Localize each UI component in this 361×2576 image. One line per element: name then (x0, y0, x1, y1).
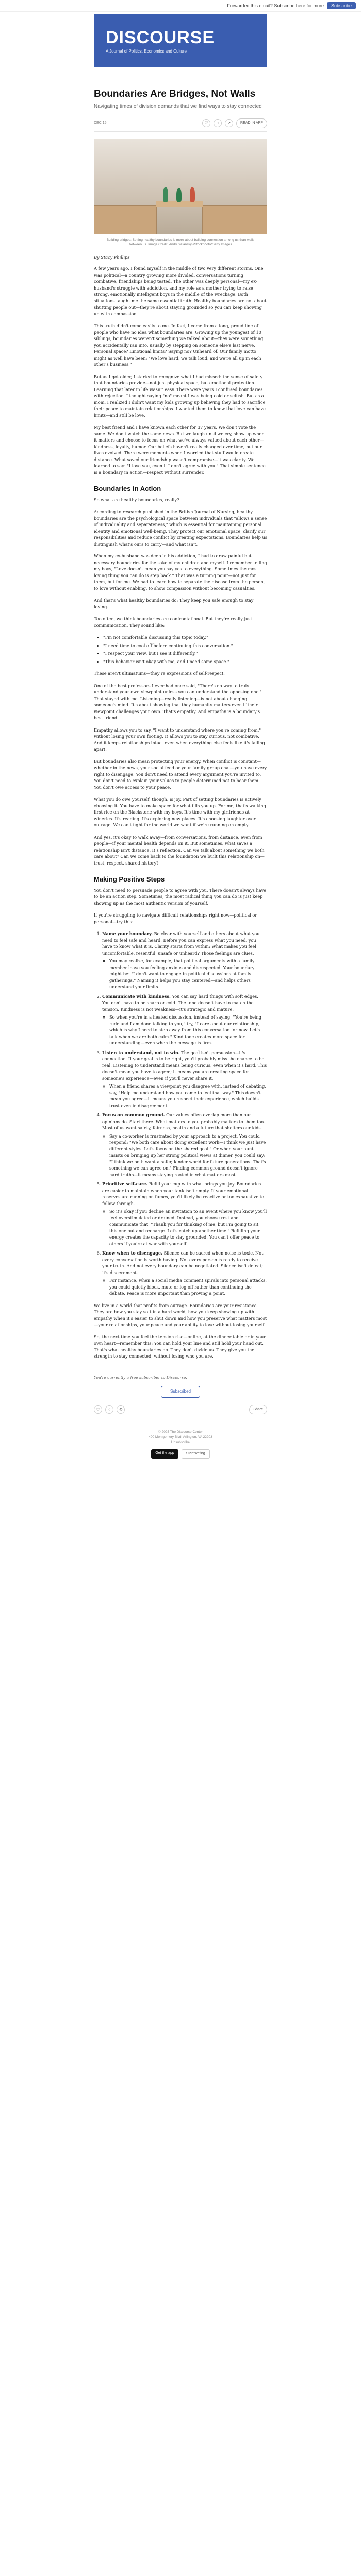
step-example: ◦ For instance, when a social media comment spirals into personal attacks, you could quietly block, mute or log off rather than continuing the debate. Peace is more important than proving a point. (109, 1277, 267, 1297)
body-paragraph: According to research published in the British Journal of Nursing, healthy boundaries are the psychological space between individuals that "allows a sense of individuality and separateness," which is essential for maintaining personal identity and emotional well-being. They protect our emotional space, clarify our responsibilities and reduce conflict by creating expectations. Boundaries help us distinguish what's ours to carry—and what isn't. (94, 509, 267, 547)
start-writing-button[interactable]: Start writing (182, 1449, 210, 1459)
article-actions (202, 118, 267, 128)
body-paragraph: These aren't ultimatums—they're expressions of self-respect. (94, 671, 225, 676)
footer-app-row (94, 1449, 267, 1459)
step-item (102, 1250, 267, 1297)
step-text: Silence can be sacred when noise is toxic. Not every conversation is worth having. Not every person is ready to receive your truth. And not every boundary can be negotiated. Silence isn't defeat; it's discernment. (102, 1250, 264, 1275)
step-example: ◦ You may realize, for example, that political arguments with a family member leave you feeling anxious and disrespected. Your boundary might be: "I don't want to engage in political discussions at family gatherings." Naming it helps you stay centered—and helps others understand your limits. (109, 958, 267, 990)
intro-paragraph: But as I got older, I started to recognize what I had missed: the sense of safety that boundaries provide—not just physical space, but emotional protection. Learning that later in life wasn't easy. There were years I confused boundaries with rejection. I thought saying "no" meant I was being cold or selfish. But as a mom, I realized I didn't want my kids growing up believing they had to sacrifice their peace to maintain relationships. I wanted them to know that love can have limits—and still be love. (94, 374, 266, 418)
quote-item: • "This behavior isn't okay with me, and I need some space." (103, 658, 267, 665)
body-paragraph: Empathy allows you to say, "I want to understand where you're coming from," without losing your own footing. It allows you to stay curious, not combative. And it keeps relationships intact even when everything else feels like it's falling apart. (94, 727, 265, 752)
body-paragraph: But boundaries also mean protecting your energy. When conflict is constant—whether in the news, your social feed or your family group chat—you have every right to disengage. You don't need to attend every argument you're invited to. You don't need to explain your values to people determined not to hear them. You don't owe access to your peace. (94, 758, 267, 790)
engagement-actions (94, 1405, 125, 1414)
body-paragraph: You don't need to persuade people to agree with you. There doesn't always have to be an action step. Sometimes, the most radical thing you can do is just keep showing up as the most authentic version of yourself. (94, 887, 267, 906)
like-icon[interactable]: ♡ (202, 119, 210, 127)
article (94, 88, 267, 1459)
steps-list (94, 930, 267, 1297)
step-text: Refill your cup with what brings you joy. Boundaries are easier to maintain when your tank isn't empty. If your emotional reserves are running on fumes, you'll likely be reactive or too exhaustive to follow through. (102, 1181, 265, 1206)
unsubscribe-link[interactable]: Unsubscribe (171, 1440, 190, 1444)
body-paragraph: What you do owe yourself, though, is joy. Part of setting boundaries is actively choosing it. You have to make space for what fills you up. For me, that's walking first rice on the Blackstone with my boys. It's time with my girlfriends at wineries. It's reading. It's exploring new places. It's choosing laughter over outrage. We can't fight for the world we want if we're running on empty. (94, 796, 266, 827)
read-in-app-button[interactable]: READ IN APP (236, 118, 267, 128)
body-paragraph: And that's what healthy boundaries do: They keep you safe enough to stay loving. (94, 598, 254, 609)
intro-paragraph: This truth didn't come easily to me. In fact, I come from a long, proud line of people who have no idea what boundaries are. Growing up the youngest of 10 siblings, boundaries weren't something we talked about—they were something you accidentally ran into, usually by stepping on someone else's last nerve. Personal space? Emotional limits? Saying no? Unheard of. Our family motto might as well have been: "We love hard, we talk loud, and we're all up in each other's business." (94, 323, 264, 367)
section-heading: Boundaries in Action (94, 485, 161, 493)
step-item (102, 930, 267, 990)
forward-text: Forwarded this email? Subscribe here for more (227, 3, 324, 8)
section-heading: Making Positive Steps (94, 875, 165, 883)
get-app-button[interactable]: Get the app (151, 1449, 178, 1459)
step-text: The goal isn't persuasion—it's connection. If your goal is to be right, you'll probably miss the chance to be real. Listening to understand means being curious, even when it's hard. This doesn't mean you have to agree; it means you are creating space for someone's experience—even if you'll never share it. (102, 1049, 267, 1081)
step-title: Name your boundary. (102, 931, 153, 936)
step-example: ◦ When a friend shares a viewpoint you disagree with, instead of debating, say, "Help me understand how you came to feel that way." This doesn't mean you agree—it means you respect their experience, which builds trust even in disagreement. (109, 1083, 267, 1109)
forward-bar (0, 0, 361, 12)
article-date: DEC 15 (94, 121, 107, 125)
boundary-quotes (94, 634, 267, 665)
body-paragraph: One of the best professors I ever had once said, "There's no way to truly understand your own viewpoint unless you can understand the opposing one." That stayed with me. Listening—really listening—is not about changing someone's mind. It's about showing that they humanity matters even if their viewpoint challenges your own. That's empathy. And empathy is a boundary's best friend. (94, 683, 262, 720)
share-icon[interactable]: ↗ (225, 119, 233, 127)
publication-tagline: A Journal of Politics, Economics and Culture (106, 49, 187, 54)
image-caption: Building bridges: Setting healthy boundaries is more about building connection among us than walls between us. Image Credit: Andrii Yalanskyi/iStockphoto/Getty Images (106, 238, 255, 246)
body-paragraph: Too often, we think boundaries are confrontational. But they're really just communication. They sound like: (94, 616, 252, 628)
step-item (102, 1112, 267, 1178)
comment-icon[interactable]: ◌ (214, 119, 222, 127)
step-item (102, 1181, 267, 1247)
step-title: Listen to understand, not to win. (102, 1049, 180, 1055)
share-button[interactable]: Share (249, 1405, 267, 1415)
step-example: ◦ So it's okay if you decline an invitation to an event where you know you'll feel overstimulated or drained. Instead, you choose rest and communicate that: "Thank you for thinking of me, but I'm going to sit this one out and recharge. Let's catch up another time." Refilling your energy creates the capacity to stay grounded. You can't offer peace to others if you're at war with yourself. (109, 1208, 267, 1247)
footer-copyright: © 2025 The Discourse Center (158, 1430, 203, 1434)
body-paragraph: We live in a world that profits from outrage. Boundaries are your resistance. They are how you stay soft in a hard world, how you keep showing up with empathy when it's easier to shut down and how you preserve what matters most—your relationships, your peace and your ability to love without losing yourself. (94, 1302, 267, 1327)
step-text: You can say hard things with soft edges. You don't have to be sharp or cold. The tone doesn't have to match the tension. Kindness is not weakness—it's strategic and mature. (102, 993, 258, 1012)
hero-image (94, 139, 267, 234)
intro-paragraph: A few years ago, I found myself in the middle of two very different storms. One was political—a country growing more divided, conversations turning combative, friendships being tested. The other was deeply personal—my ex-husband's struggle with addiction, and my role as a mother trying to raise strong, emotionally intelligent boys in the middle of the wreckage. Both situations taught me the same essential truth: Healthy boundaries are not about shutting people out—they're about staying grounded so you can keep showing up with compassion. (94, 266, 267, 316)
quote-item: • "I'm not comfortable discussing this topic today." (103, 634, 267, 641)
like-icon[interactable]: ♡ (94, 1405, 102, 1414)
body-paragraph: When my ex-husband was deep in his addiction, I had to draw painful but necessary boundaries for the sake of my children and myself. I remember telling my boys, "Love doesn't mean you say yes to everything. Sometimes the most loving thing you can do is step back." That was a turning point—not just for them, but for me. We had to learn how to separate the disease from the person, to love without enabling, to show compassion without becoming casualties. (94, 553, 267, 591)
subscribed-button[interactable]: Subscribed (161, 1386, 200, 1398)
topbar-subscribe-button[interactable]: Subscribe (327, 2, 356, 9)
author-byline: By Stacy Phillips (94, 254, 130, 260)
step-title: Prioritize self-care. (102, 1181, 148, 1187)
step-title: Know when to disengage. (102, 1250, 162, 1256)
intro-paragraph: My best friend and I have known each other for 37 years. We don't vote the same. We don't watch the same news. But we laugh until we cry, show up when it matters and choose to focus on what we've always valued about each other—kindness, loyalty, humor. Our beliefs haven't really changed over time, but our lives evolved. There were moments when I worried that stuff would create distance. What saved our friendship wasn't compromise—it was clarity. We learned to say: "I love you, even if I don't agree with you." That simple sentence is a boundary in action—respect without surrender. (94, 425, 266, 475)
step-title: Focus on common ground. (102, 1112, 165, 1117)
section-question: So what are healthy boundaries, really? (94, 497, 179, 502)
step-text: Be clear with yourself and others about what you need to feel safe and heard. Before you can express what you need, you have to know what it is. Clarity starts from within: What makes you feel uncomfortable, resentful, unsafe or unheard? Those feelings are clues. (102, 931, 260, 956)
step-title: Communicate with kindness. (102, 993, 171, 999)
footer (94, 1430, 267, 1459)
comment-icon[interactable]: ◌ (105, 1405, 113, 1414)
step-item (102, 993, 267, 1046)
subscription-status: You're currently a free subscriber to Discourse. (94, 1375, 187, 1380)
publication-brand: DISCOURSE (106, 28, 215, 47)
engagement-row (94, 1405, 267, 1415)
article-subtitle: Navigating times of division demands that we find ways to stay connected (94, 104, 262, 109)
publication-banner[interactable] (94, 14, 267, 67)
body-paragraph: And yes, it's okay to walk away—from conversations, from distance, even from people—if your mental health depends on it. But sometimes, what saves a relationship isn't distance. It's reflection. Can we talk about something we both care about? Can we come back to the foundation we built this relationship on—trust, respect, shared history? (94, 834, 265, 866)
step-example: ◦ So when you're in a heated discussion, instead of saying, "You're being rude and I am done talking to you," try, "I care about our relationship, which is why I need to step away from this conversation for now. Let's talk when we are both calm." Kind tone creates more space for understanding—even when the message is firm. (109, 1014, 267, 1046)
step-item (102, 1049, 267, 1109)
article-title[interactable]: Boundaries Are Bridges, Not Walls (94, 89, 256, 99)
step-text: Our values often overlap more than our opinions do. Start there. What matters to you probably matters to them too. Most of us want safety, fairness, health and a future that shelters our kids. (102, 1112, 265, 1130)
step-example: ◦ Say a co-worker is frustrated by your approach to a project. You could respond: "We both care about doing excellent work—I think we just have different styles. Let's focus on the shared goal." Or when your aunt insists on bringing up her strong political views at dinner, you could say: "I think we both want a safer, kinder world for future generations. That's something we can agree on." Finding common ground doesn't ignore hard truths—it means staying rooted in what matters most. (109, 1133, 267, 1178)
restack-icon[interactable]: ⟲ (117, 1405, 125, 1414)
quote-item: • "I need time to cool off before continuing this conversation." (103, 642, 267, 649)
footer-address: 400 Montgomery Blvd, Arlington, VA 22203 (149, 1435, 212, 1439)
body-paragraph: If you're struggling to navigate difficult relationships right now—political or personal—try this: (94, 912, 257, 924)
quote-item: • "I respect your view, but I see it differently." (103, 650, 267, 657)
article-meta (94, 115, 267, 132)
body-paragraph: So, the next time you feel the tension rise—online, at the dinner table or in your own heart—remember this: You can hold your line and still hold your hand out. That's what healthy boundaries do. They don't divide us. They give you the strength to stay connected, without losing who you are. (94, 1334, 266, 1359)
